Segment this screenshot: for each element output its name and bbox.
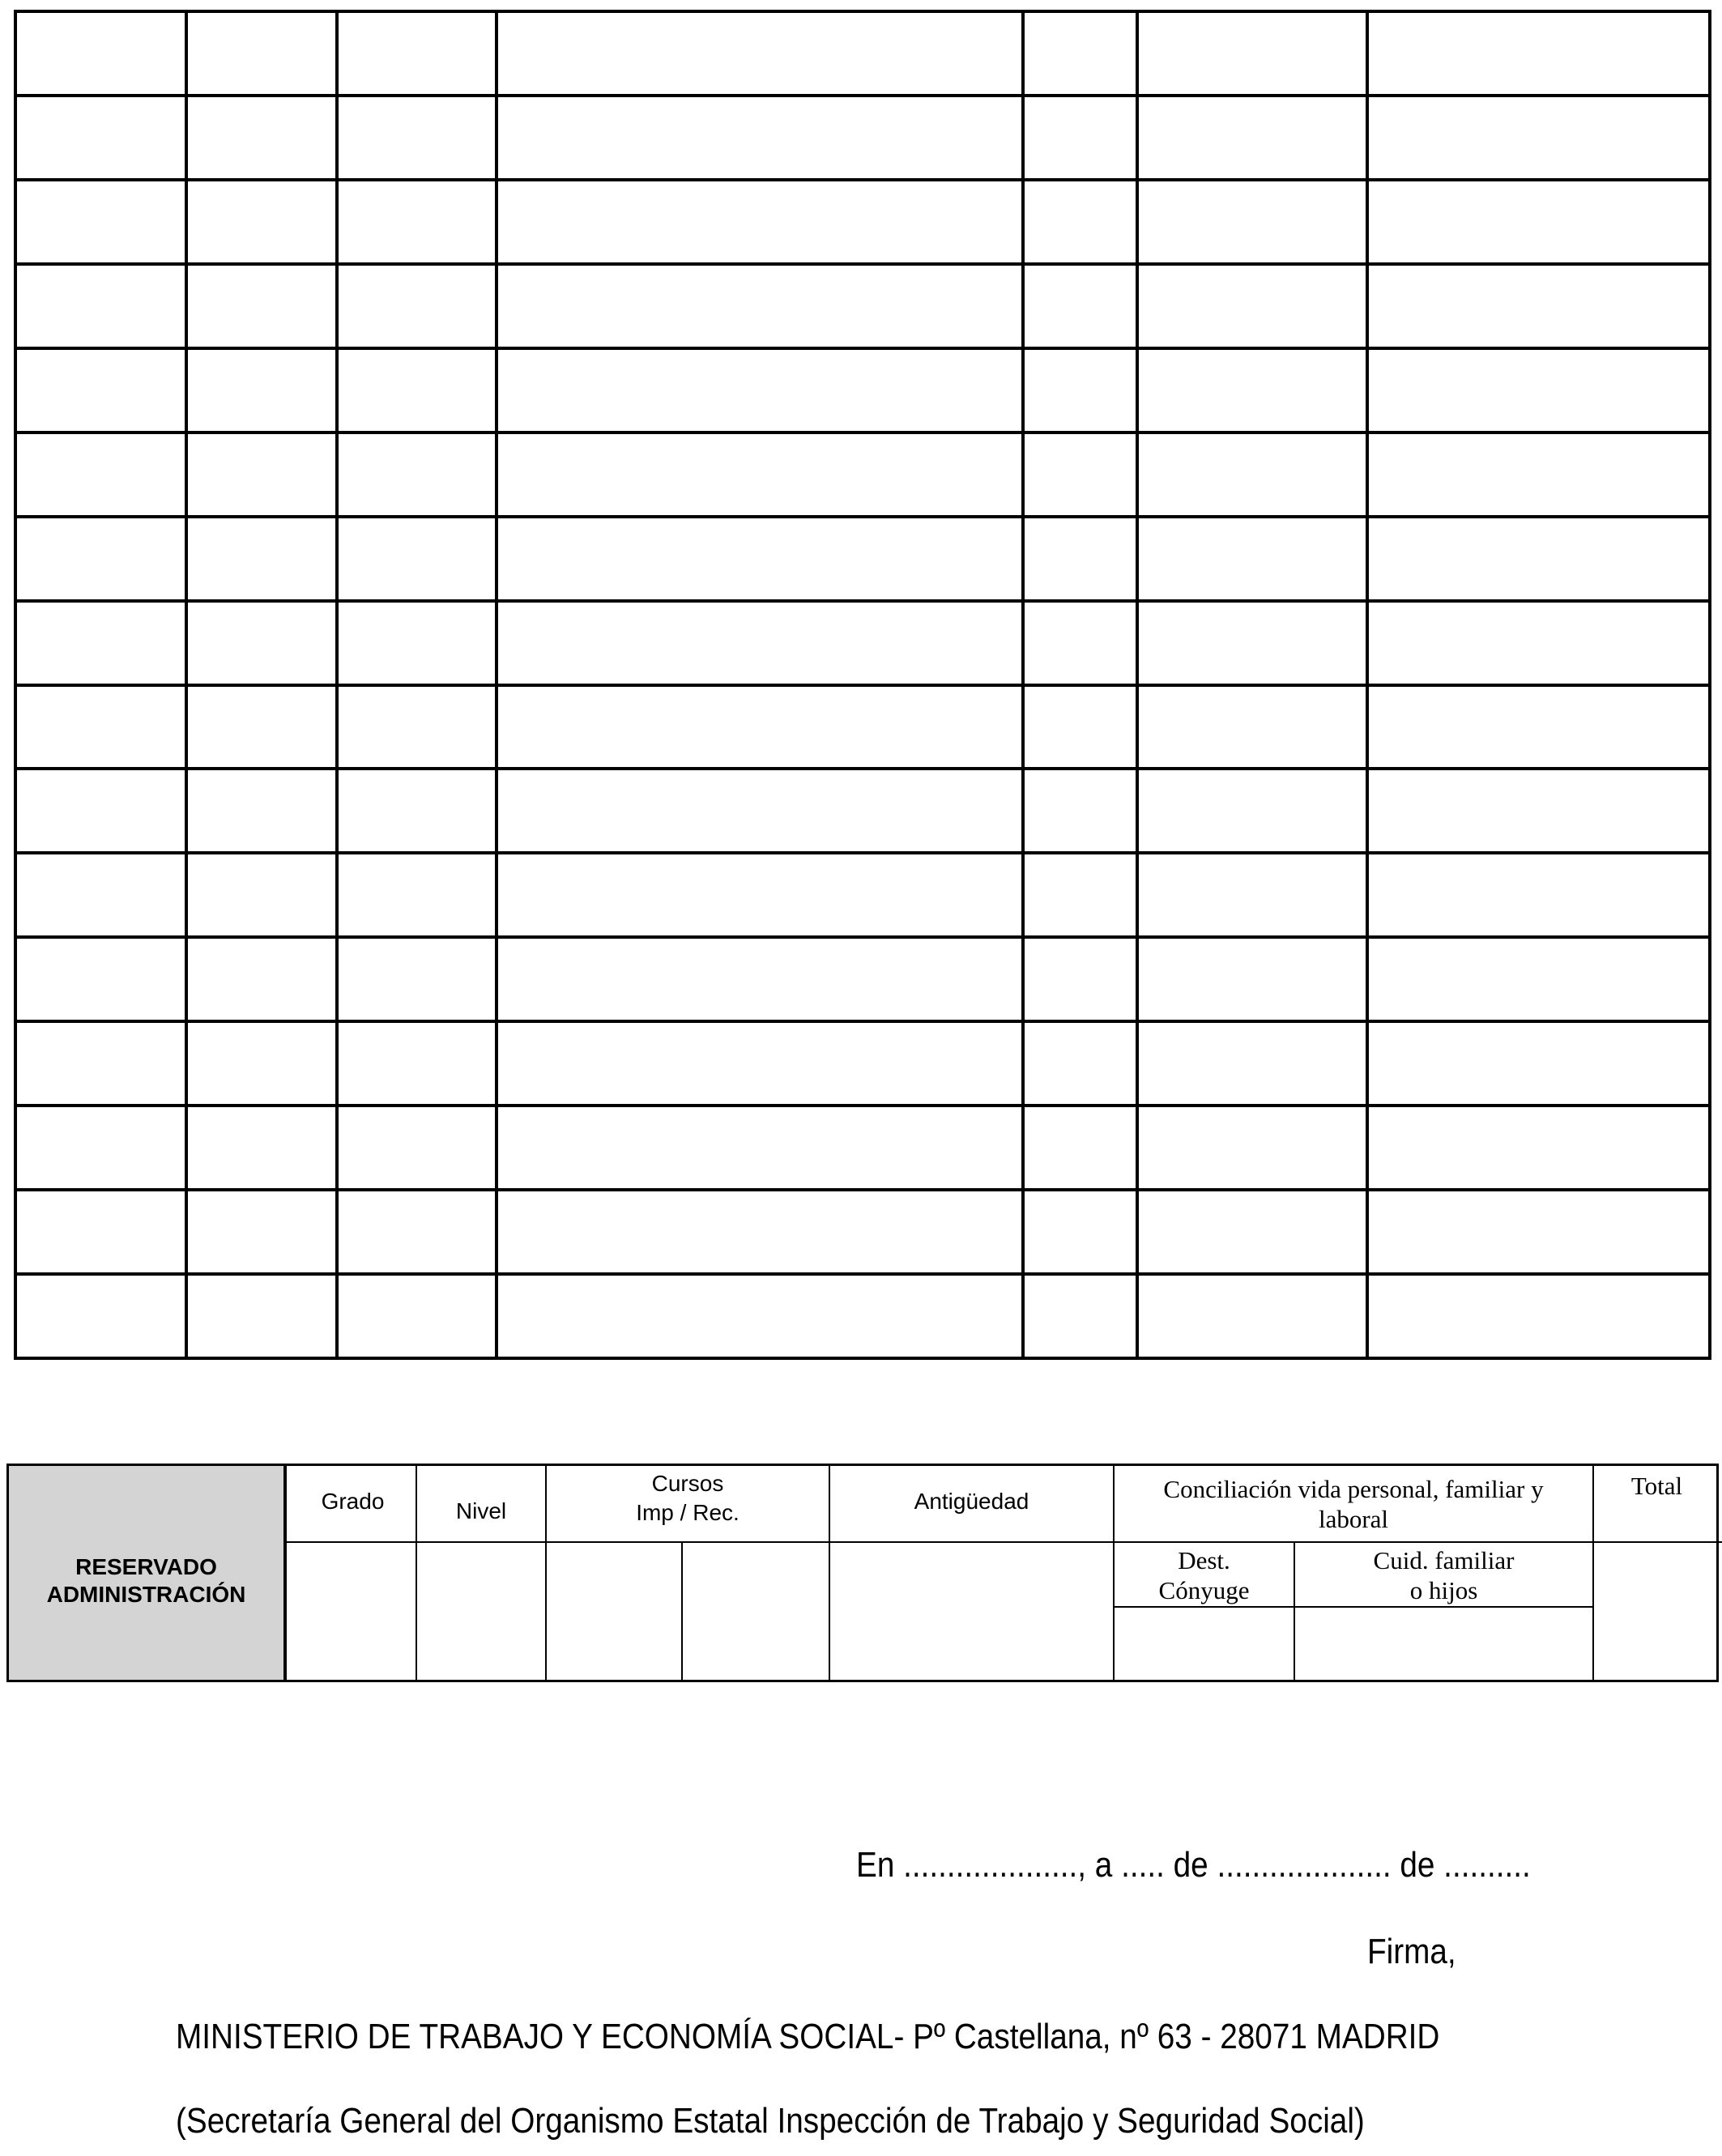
table-cell[interactable] [186,1190,337,1274]
table-row [15,685,1710,769]
table-cell[interactable] [337,432,497,517]
table-cell[interactable] [497,769,1023,853]
nivel-label: Nivel [455,1498,507,1523]
table-cell[interactable] [1023,96,1137,180]
table-cell[interactable] [186,1021,337,1106]
table-cell[interactable] [1023,685,1137,769]
table-cell[interactable] [337,937,497,1021]
table-cell[interactable] [15,180,186,264]
table-cell[interactable] [15,517,186,601]
reserved-administration-box [6,1464,1719,1682]
table-cell[interactable] [186,517,337,601]
table-cell[interactable] [1367,11,1710,96]
table-cell[interactable] [497,1021,1023,1106]
table-cell[interactable] [497,853,1023,937]
table-row [15,601,1710,685]
table-cell[interactable] [186,348,337,432]
table-row [15,432,1710,517]
table-cell[interactable] [186,96,337,180]
table-cell[interactable] [186,1274,337,1358]
table-cell[interactable] [1367,685,1710,769]
table-cell[interactable] [15,1190,186,1274]
table-cell[interactable] [497,937,1023,1021]
table-row [15,853,1710,937]
divider [681,1543,683,1680]
dest-line-1: Dest. [1178,1546,1230,1574]
table-cell[interactable] [1367,1106,1710,1190]
table-row [15,1190,1710,1274]
table-row [15,769,1710,853]
table-cell[interactable] [1023,601,1137,685]
table-cell[interactable] [15,937,186,1021]
table-cell[interactable] [1023,1274,1137,1358]
table-cell[interactable] [15,348,186,432]
place-date-line: En ...................., a ..... de .................... de .......... [856,1845,1531,1885]
subheader-divider [1113,1606,1592,1608]
table-cell[interactable] [1023,769,1137,853]
conciliacion-line-1: Conciliación vida personal, familiar y [1163,1475,1544,1503]
table-row [15,937,1710,1021]
table-cell[interactable] [1023,937,1137,1021]
table-cell[interactable] [15,601,186,685]
table-cell[interactable] [497,685,1023,769]
table-cell[interactable] [1023,264,1137,348]
table-cell[interactable] [1367,853,1710,937]
table-cell[interactable] [15,432,186,517]
cursos-line-2: Imp / Rec. [636,1500,740,1525]
table-cell[interactable] [15,264,186,348]
table-cell[interactable] [186,769,337,853]
table-cell[interactable] [1023,348,1137,432]
table-cell[interactable] [1367,1021,1710,1106]
table-cell[interactable] [1367,937,1710,1021]
table-cell[interactable] [337,1021,497,1106]
table-cell[interactable] [15,853,186,937]
table-row [15,180,1710,264]
table-cell[interactable] [337,96,497,180]
table-cell[interactable] [1137,1021,1367,1106]
table-cell[interactable] [337,853,497,937]
table-cell[interactable] [1023,517,1137,601]
table-cell[interactable] [15,769,186,853]
cursos-line-1: Cursos [651,1471,724,1496]
reserved-line-1: RESERVADO [75,1554,217,1579]
table-row [15,1274,1710,1358]
table-cell[interactable] [1023,1190,1137,1274]
cuid-familiar-label [1295,1545,1592,1605]
table-cell[interactable] [1367,601,1710,685]
dest-conyuge-label [1115,1545,1294,1605]
table-cell[interactable] [497,601,1023,685]
cuid-line-1: Cuid. familiar [1373,1546,1515,1574]
table-cell[interactable] [337,180,497,264]
ministry-address: MINISTERIO DE TRABAJO Y ECONOMÍA SOCIAL- Pº Castellana, nº 63 - 28071 MADRID [176,2017,1440,2056]
table-cell[interactable] [1137,96,1367,180]
table-cell[interactable] [497,517,1023,601]
total-label: Total [1630,1472,1683,1500]
table-cell[interactable] [497,180,1023,264]
table-cell[interactable] [1137,769,1367,853]
table-cell[interactable] [337,264,497,348]
table-cell[interactable] [15,685,186,769]
table-cell[interactable] [15,1274,186,1358]
table-row [15,1021,1710,1106]
table-cell[interactable] [497,264,1023,348]
reserved-line-2: ADMINISTRACIÓN [46,1582,246,1607]
table-cell[interactable] [1367,769,1710,853]
table-cell[interactable] [1367,1190,1710,1274]
table-cell[interactable] [337,1274,497,1358]
table-cell[interactable] [497,1274,1023,1358]
table-cell[interactable] [1137,264,1367,348]
table-cell[interactable] [1137,432,1367,517]
table-cell[interactable] [1367,180,1710,264]
table-cell[interactable] [186,1106,337,1190]
signature-label: Firma, [1367,1932,1456,1971]
grado-label: Grado [321,1489,385,1514]
table-cell[interactable] [186,11,337,96]
table-cell[interactable] [497,1190,1023,1274]
table-cell[interactable] [1023,11,1137,96]
table-cell[interactable] [1367,517,1710,601]
table-cell[interactable] [1137,601,1367,685]
dest-line-2: Cónyuge [1158,1576,1250,1604]
table-cell[interactable] [497,1106,1023,1190]
secretaria-general: (Secretaría General del Organismo Estatal Inspección de Trabajo y Seguridad Social) [176,2101,1365,2141]
table-cell[interactable] [15,1106,186,1190]
table-cell[interactable] [1367,348,1710,432]
table-row [15,11,1710,96]
table-cell[interactable] [497,348,1023,432]
table-cell[interactable] [337,11,497,96]
antiguedad-label: Antigüedad [914,1489,1029,1514]
table-cell[interactable] [1137,180,1367,264]
table-cell[interactable] [1137,517,1367,601]
table-cell[interactable] [186,853,337,937]
table-cell[interactable] [497,432,1023,517]
table-cell[interactable] [337,601,497,685]
header-divider [287,1541,1592,1543]
table-cell[interactable] [15,1021,186,1106]
table-cell[interactable] [1137,1190,1367,1274]
table-row [15,96,1710,180]
table-cell[interactable] [1137,937,1367,1021]
table-cell[interactable] [1137,685,1367,769]
table-cell[interactable] [337,1106,497,1190]
table-cell[interactable] [1023,853,1137,937]
table-cell[interactable] [1367,1274,1710,1358]
blank-entry-table [14,10,1711,1360]
cuid-line-2: o hijos [1409,1576,1478,1604]
table-cell[interactable] [1023,432,1137,517]
table-cell[interactable] [1137,348,1367,432]
table-cell[interactable] [1367,96,1710,180]
table-cell[interactable] [186,432,337,517]
table-cell[interactable] [186,264,337,348]
table-cell[interactable] [1023,1021,1137,1106]
conciliacion-label [1115,1474,1592,1534]
table-cell[interactable] [1137,1106,1367,1190]
reserved-administration-label [9,1466,287,1680]
table-cell[interactable] [186,601,337,685]
table-cell[interactable] [497,96,1023,180]
conciliacion-line-2: laboral [1318,1505,1389,1533]
table-cell[interactable] [1367,432,1710,517]
table-cell[interactable] [337,517,497,601]
table-cell[interactable] [337,685,497,769]
table-cell[interactable] [186,937,337,1021]
table-cell[interactable] [1023,1106,1137,1190]
table-cell[interactable] [337,769,497,853]
table-cell[interactable] [337,348,497,432]
table-row [15,264,1710,348]
table-cell[interactable] [1367,264,1710,348]
table-row [15,348,1710,432]
table-cell[interactable] [337,1190,497,1274]
table-row [15,1106,1710,1190]
table-cell[interactable] [15,11,186,96]
table-cell[interactable] [1137,853,1367,937]
table-cell[interactable] [1023,180,1137,264]
cursos-label [547,1469,829,1528]
header-divider [1592,1541,1722,1543]
table-cell[interactable] [186,685,337,769]
table-cell[interactable] [497,11,1023,96]
table-row [15,517,1710,601]
table-cell[interactable] [15,96,186,180]
table-cell[interactable] [186,180,337,264]
table-cell[interactable] [1137,11,1367,96]
table-cell[interactable] [1137,1274,1367,1358]
